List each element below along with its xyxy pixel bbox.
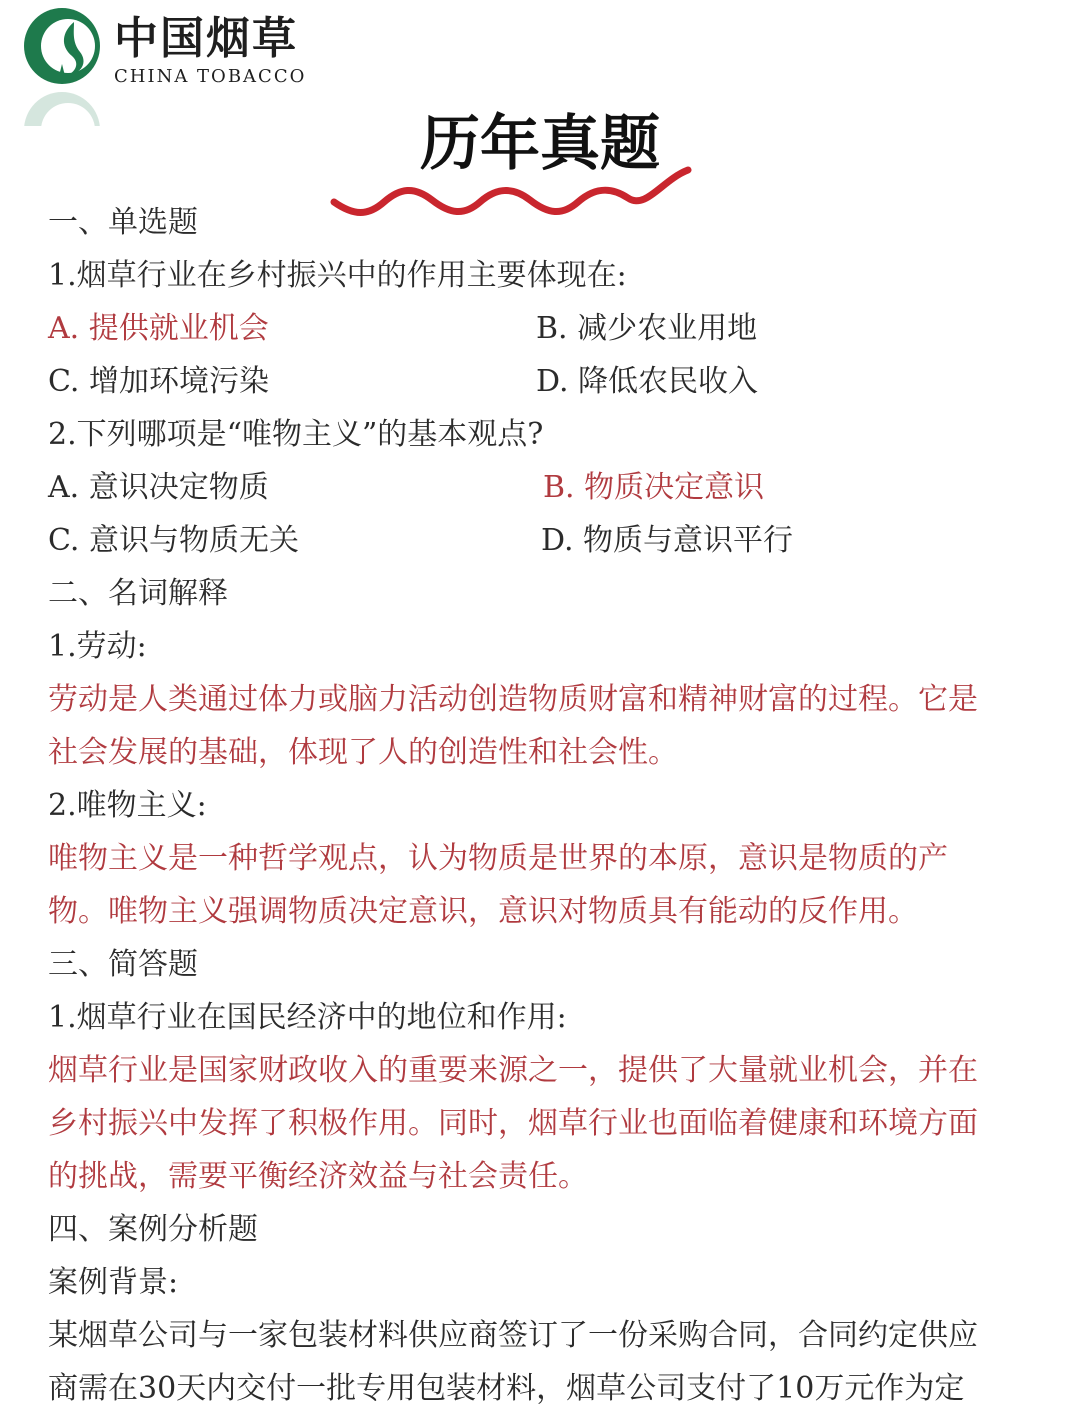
term-1-answer-line: 劳动是人类通过体力或脑力活动创造物质财富和精神财富的过程。它是	[48, 682, 978, 717]
term-2-answer-line: 物。唯物主义强调物质决定意识，意识对物质具有能动的反作用。	[48, 894, 918, 929]
q2-option-d: D. 物质与意识平行	[541, 523, 794, 558]
logo-chinese-name: 中国烟草	[114, 13, 298, 64]
section-heading-short-answer: 三、简答题	[48, 947, 198, 982]
term-2: 2.唯物主义:	[48, 788, 207, 823]
q1-option-c: C. 增加环境污染	[48, 364, 269, 399]
term-1: 1.劳动:	[48, 629, 147, 664]
q2-option-a: A. 意识决定物质	[48, 470, 269, 505]
q1-option-d: D. 降低农民收入	[536, 364, 759, 399]
case-background-label: 案例背景:	[48, 1265, 179, 1300]
tobacco-leaf-logo-icon	[22, 6, 102, 86]
q2-option-b: B. 物质决定意识	[543, 470, 765, 505]
section-heading-single-choice: 一、单选题	[48, 205, 198, 240]
term-2-answer-line: 唯物主义是一种哲学观点，认为物质是世界的本原，意识是物质的产	[48, 841, 948, 876]
short-answer-line: 烟草行业是国家财政收入的重要来源之一，提供了大量就业机会，并在	[48, 1053, 978, 1088]
case-text-line: 商需在30天内交付一批专用包装材料，烟草公司支付了10万元作为定	[48, 1371, 965, 1406]
q1-options-row-2	[48, 355, 1038, 408]
short-answer-line: 乡村振兴中发挥了积极作用。同时，烟草行业也面临着健康和环境方面	[48, 1106, 978, 1141]
q1-options-row-1	[48, 302, 1038, 355]
section-heading-terms: 二、名词解释	[48, 576, 228, 611]
question-1: 1.烟草行业在乡村振兴中的作用主要体现在:	[48, 258, 627, 293]
term-1-answer-line: 社会发展的基础，体现了人的创造性和社会性。	[48, 735, 678, 770]
q2-option-c: C. 意识与物质无关	[48, 523, 299, 558]
exam-content	[48, 196, 1038, 1415]
q1-option-b: B. 减少农业用地	[536, 311, 758, 346]
case-text-line: 某烟草公司与一家包装材料供应商签订了一份采购合同，合同约定供应	[48, 1318, 978, 1353]
q2-options-row-2	[48, 514, 1038, 567]
section-heading-case: 四、案例分析题	[48, 1212, 258, 1247]
logo-english-name: CHINA TOBACCO	[114, 66, 307, 87]
question-2: 2.下列哪项是“唯物主义”的基本观点?	[48, 417, 544, 452]
q1-option-a: A. 提供就业机会	[48, 311, 269, 346]
page-title: 历年真题	[420, 109, 660, 179]
short-answer-line: 的挑战，需要平衡经济效益与社会责任。	[48, 1159, 588, 1194]
q2-options-row-1	[48, 461, 1038, 514]
short-answer-question-1: 1.烟草行业在国民经济中的地位和作用:	[48, 1000, 567, 1035]
